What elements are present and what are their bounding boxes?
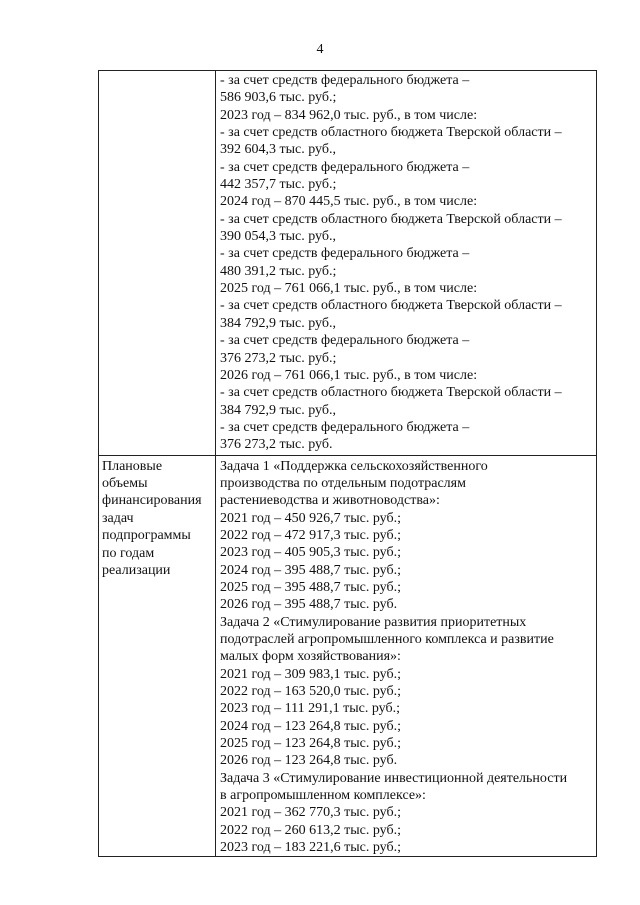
right-cell-financing-by-source <box>216 71 597 456</box>
text-line: - за счет средств федерального бюджета – <box>220 419 470 435</box>
text-line: - за счет средств федерального бюджета – <box>220 159 470 175</box>
text-line: Задача 1 «Поддержка сельскохозяйственного <box>220 458 488 474</box>
label-line: по годам <box>102 545 155 561</box>
text-line: Задача 2 «Стимулирование развития приоритетных <box>220 614 527 630</box>
financing-table <box>98 70 597 857</box>
text-line: 384 792,9 тыс. руб., <box>220 402 336 418</box>
left-cell-label <box>99 455 216 857</box>
left-cell-empty <box>99 71 216 456</box>
text-line: 586 903,6 тыс. руб.; <box>220 90 337 106</box>
label-line: задач <box>102 510 134 526</box>
label-line: подпрограммы <box>102 528 191 544</box>
text-line: 2023 год – 183 221,6 тыс. руб.; <box>220 840 401 856</box>
label-line: Плановые <box>102 458 163 474</box>
text-line: 2021 год – 309 983,1 тыс. руб.; <box>220 666 401 682</box>
text-line: 2025 год – 123 264,8 тыс. руб.; <box>220 736 401 752</box>
text-line: малых форм хозяйствования»: <box>220 649 401 665</box>
label-line: реализации <box>102 563 171 578</box>
text-line: подотраслей агропромышленного комплекса и развитие <box>220 632 554 647</box>
text-line: 2022 год – 163 520,0 тыс. руб.; <box>220 684 401 700</box>
text-line: 2026 год – 395 488,7 тыс. руб. <box>220 597 398 613</box>
text-line: 2025 год – 395 488,7 тыс. руб.; <box>220 579 401 595</box>
table-row-planned-financing <box>99 455 597 857</box>
text-line: 2021 год – 450 926,7 тыс. руб.; <box>220 510 401 526</box>
text-line: 2026 год – 761 066,1 тыс. руб., в том числе: <box>220 367 478 383</box>
text-line: 2024 год – 395 488,7 тыс. руб.; <box>220 562 401 578</box>
label-line: объемы <box>102 475 148 491</box>
text-line: 2024 год – 123 264,8 тыс. руб.; <box>220 718 401 734</box>
text-line: 442 357,7 тыс. руб.; <box>220 177 337 193</box>
text-line: 384 792,9 тыс. руб., <box>220 315 336 331</box>
text-line: - за счет средств федерального бюджета – <box>220 73 470 88</box>
text-line: Задача 3 «Стимулирование инвестиционной деятельности <box>220 770 568 786</box>
text-line: 2022 год – 260 613,2 тыс. руб.; <box>220 822 401 838</box>
text-line: 2025 год – 761 066,1 тыс. руб., в том числе: <box>220 281 478 297</box>
text-line: 392 604,3 тыс. руб., <box>220 142 336 158</box>
text-line: - за счет средств федерального бюджета – <box>220 333 470 349</box>
text-line: 2023 год – 405 905,3 тыс. руб.; <box>220 545 401 561</box>
text-line: 2021 год – 362 770,3 тыс. руб.; <box>220 805 401 821</box>
text-line: 390 054,3 тыс. руб., <box>220 229 336 245</box>
table-row-continued-financing <box>99 71 597 456</box>
text-line: растениеводства и животноводства»: <box>220 493 440 509</box>
label-line: финансирования <box>102 493 202 509</box>
right-cell-tasks-financing <box>216 455 597 857</box>
text-line: 2024 год – 870 445,5 тыс. руб., в том числе: <box>220 194 478 210</box>
text-line: 2026 год – 123 264,8 тыс. руб. <box>220 753 398 769</box>
text-line: 376 273,2 тыс. руб. <box>220 437 333 453</box>
text-line: 2023 год – 111 291,1 тыс. руб.; <box>220 701 400 717</box>
text-line: - за счет средств федерального бюджета – <box>220 246 470 262</box>
text-line: производства по отдельным подотраслям <box>220 475 466 491</box>
page-number: 4 <box>316 42 324 57</box>
text-line: 2022 год – 472 917,3 тыс. руб.; <box>220 527 401 543</box>
text-line: 2023 год – 834 962,0 тыс. руб., в том числе: <box>220 107 478 123</box>
text-line: - за счет средств областного бюджета Тверской области – <box>220 385 562 401</box>
text-line: в агропромышленном комплексе»: <box>220 788 426 804</box>
text-line: 376 273,2 тыс. руб.; <box>220 350 337 366</box>
text-line: 480 391,2 тыс. руб.; <box>220 263 337 279</box>
text-line: - за счет средств областного бюджета Тверской области – <box>220 211 562 227</box>
text-line: - за счет средств областного бюджета Тверской области – <box>220 125 562 141</box>
text-line: - за счет средств областного бюджета Тверской области – <box>220 298 562 314</box>
